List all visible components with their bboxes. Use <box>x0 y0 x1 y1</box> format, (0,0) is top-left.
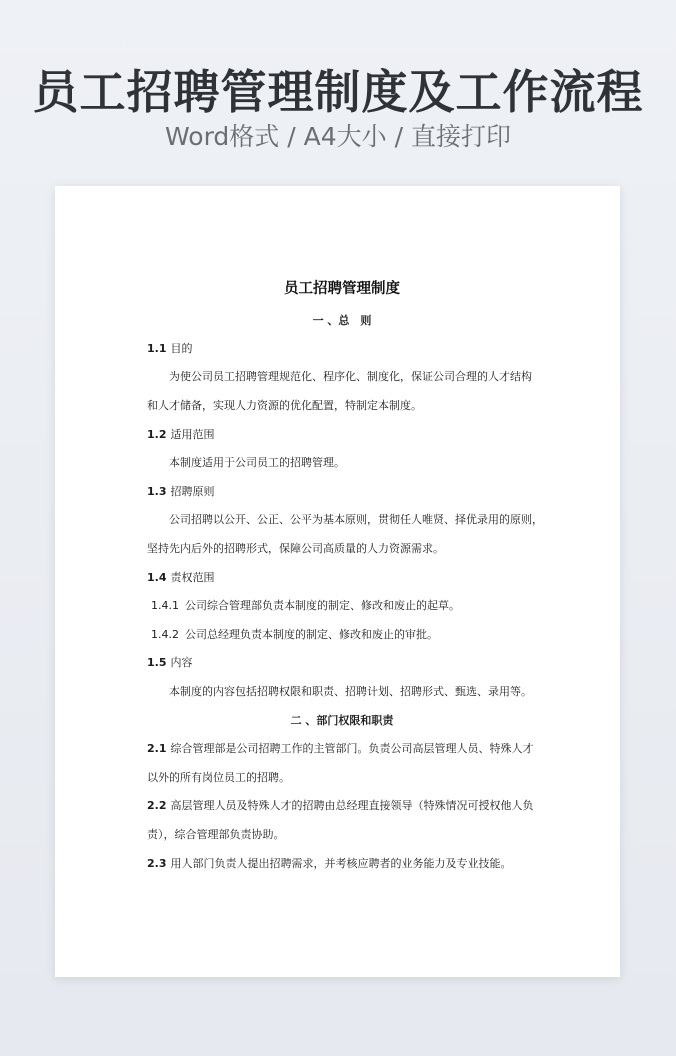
clause-title: 适用范围 <box>170 428 215 441</box>
clause-number: 1.3 <box>147 485 167 498</box>
clause-title: 责权范围 <box>170 571 215 584</box>
clause-1-1-heading <box>147 342 193 356</box>
clause-2-1-line-1 <box>147 742 534 756</box>
clause-1-1-paragraph-line-1: 为使公司员工招聘管理规范化、程序化、制度化，保证公司合理的人才结构 <box>169 370 532 383</box>
clause-number: 1.5 <box>147 656 167 669</box>
clause-number: 2.1 <box>147 742 167 755</box>
clause-2-2-line-2: 责），综合管理部负责协助。 <box>147 828 285 841</box>
clause-number: 2.3 <box>147 857 167 870</box>
clause-1-2-heading <box>147 428 215 442</box>
clause-1-5-paragraph: 本制度的内容包括招聘权限和职责、招聘计划、招聘形式、甄选、录用等。 <box>169 685 532 698</box>
clause-1-3-paragraph-line-2: 坚持先内后外的招聘形式，保障公司高质量的人力资源需求。 <box>147 542 444 555</box>
banner-title: 员工招聘管理制度及工作流程 <box>32 65 644 119</box>
subclause-number: 1.4.2 <box>151 628 179 641</box>
document-title: 员工招聘管理制度 <box>284 281 400 297</box>
clause-number: 1.2 <box>147 428 167 441</box>
clause-2-3 <box>147 857 512 871</box>
clause-number: 1.4 <box>147 571 167 584</box>
subclause-text: 公司总经理负责本制度的制定、修改和废止的审批。 <box>185 628 438 641</box>
clause-title: 目的 <box>170 342 193 355</box>
clause-1-2-paragraph: 本制度适用于公司员工的招聘管理。 <box>169 456 345 469</box>
clause-title: 内容 <box>170 656 193 669</box>
subclause-text: 公司综合管理部负责本制度的制定、修改和废止的起草。 <box>185 599 460 612</box>
clause-number: 2.2 <box>147 799 167 812</box>
clause-1-5-heading <box>147 656 193 670</box>
clause-1-4-1 <box>151 599 460 613</box>
clause-2-1-line-2: 以外的所有岗位员工的招聘。 <box>147 771 290 784</box>
clause-text: 用人部门负责人提出招聘需求，并考核应聘者的业务能力及专业技能。 <box>170 857 512 870</box>
clause-text: 高层管理人员及特殊人才的招聘由总经理直接领导（特殊情况可授权他人负 <box>170 799 534 812</box>
clause-number: 1.1 <box>147 342 167 355</box>
clause-1-3-paragraph-line-1: 公司招聘以公开、公正、公平为基本原则，贯彻任人唯贤、择优录用的原则， <box>169 513 543 526</box>
clause-text: 综合管理部是公司招聘工作的主管部门。负责公司高层管理人员、特殊人才 <box>170 742 534 755</box>
clause-1-4-heading <box>147 571 215 585</box>
clause-2-2-line-1 <box>147 799 534 813</box>
clause-1-1-paragraph-line-2: 和人才储备，实现人力资源的优化配置，特制定本制度。 <box>147 399 422 412</box>
subclause-number: 1.4.1 <box>151 599 179 612</box>
section-heading-2: 二 、部门权限和职责 <box>290 714 394 727</box>
clause-1-4-2 <box>151 628 438 642</box>
document-page <box>55 186 620 977</box>
clause-title: 招聘原则 <box>170 485 215 498</box>
section-heading-1: 一 、总 则 <box>312 314 372 327</box>
clause-1-3-heading <box>147 485 215 499</box>
banner-subtitle: Word格式 / A4大小 / 直接打印 <box>165 122 511 151</box>
